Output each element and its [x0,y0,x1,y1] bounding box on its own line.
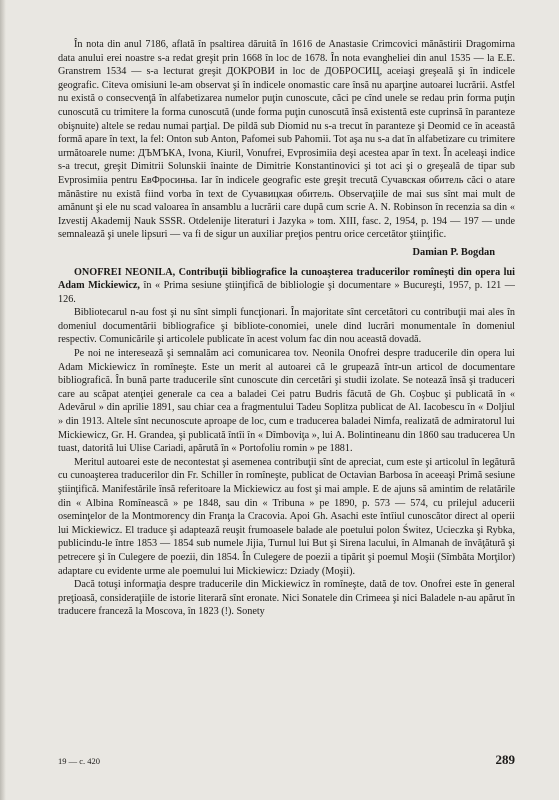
review-heading [58,266,515,307]
paragraph: Bibliotecarul n-au fost şi nu sînt simpli funcţionari. În majoritate sînt cercetători cu contribuţii mai ales în domeniul documentării bibliografice şi bibliote-conomiei, unele dind lucrări monumentale în domeniul respectiv. Comunicările şi articolele publicate în acest volum fac din nou această dovadă. [58,307,515,346]
printer-signature-mark: 19 — c. 420 [58,756,101,766]
page-edge-shadow [0,0,6,800]
paragraph: Dacă totuşi informaţia despre traducerile din Mickiewicz în romîneşte, dată de tov. Onofrei este în general preţioasă, consideraţiile de istorie literară sînt eronate. Nici Sonatele din Crimeea şi nici Baladele n-au apărut în traducere franceză la Moscova, în 1823 (!). Sonety [58,579,515,618]
review-signature: Damian P. Bogdan [412,246,495,258]
paragraph: Pe noi ne interesează şi semnalăm aci comunicarea tov. Neonila Onofrei despre traducerile din opera lui Adam Mickiewicz în romîneşte. Este un merit al autoarei că le grupează într-un articol de documentare bibliografică. În bună parte traducerile sînt cunoscute din cercetări şi studii izolate. Se notează însă şi traduceri care au scăpat atenţiei generale ca cea a baladei Cei patru Budris făcută de Gh. Coşbuc şi publicată în « Adevărul » din aprilie 1891, sau chiar cea a fragmentului Tadeu Soplitza publicat de Al. Iacobescu în « Doljiul » din 1913. Altele sînt necunoscute aproape de loc, cum e traducerea baladei Nimfa, realizată de admiratorul lui Mickiewicz, Gr. H. Grandea, şi publicată întîi în « Dîmboviţa », lui A. Bolintineanu din 1860 sau traducerea Un tuast, datorită lui Ulise Cariadi, apărută în « Portofoliu romin » pe 1881. [58,348,515,455]
review-citation: în « Prima sesiune ştiinţifică de bibliologie şi documentare » Bucureşti, 1957, p. 121 — 126. [58,280,515,305]
review-title: Contribuţii bibliografice la cunoaşterea traducerilor romîneşti din opera lui Adam Mickiewicz, [58,266,515,292]
paragraph: Meritul autoarei este de necontestat şi asemenea contribuţii sînt de apreciat, cum este şi articolul în legătură cu cunoaşterea traducerilor din Fr. Schiller în romîneşte, publicat de Octavian Barbosa în aceeaşi Primă sesiune ştiinţifică. Manifestările însă referitoare la Mickiewicz au fost şi mai ample. E de ajuns să amintim de relatările din « Albina Romînească » pe 1848, sau din « Tribuna » pe 1890, p. 573 — 574, cu prilejul aducerii oseminţelor de la Montmorency din Franţa la Cracovia. Apoi Gh. Asachi este întîiul cunoscător direct al operii lui Mickiewicz. El traduce şi adaptează reuşit frumoasele balade ale poetului polon Świtez, Ucieczka şi Rybka, publicindu-le între 1853 — 1854 sub numele Jijia, Turnul lui But şi Sirena lacului, în Almanah de învăţătură şi petrecere şi în Culegere de poezii, din 1854. În Culegere de poezii a tipărit şi poemul Moşii (Sîmbăta Morţilor) adaptare cu evidente urme ale poemului lui Mickiewicz: Dziady (Moşii). [58,456,515,577]
body-text [58,38,515,619]
page-number: 289 [495,752,515,767]
review-author: ONOFREI NEONILA, [74,266,176,278]
paragraph: În nota din anul 7186, aflată în psaltirea dăruită în 1616 de Anastasie Crimcovici mănăstirii Dragomirna data anului erei noastre s-a redat greşit prin 1668 în loc de 1678. În nota evangheliei din anul 1535 — la E.E. Granstrem 1534 — s-a lecturat greşit ДОКРОВИ in loc de ДОБРОСИЦ, aceiaşi greşeală şi în indicele geografic. Citeva omisiuni le-am observat şi în indicele onomastic care însă nu aparţine autoarei lucrării. Astfel nu există o consecvenţă în alfabetizarea numelor puţin cunoscute, căci pe cînd unele se redau prin forma puţin cunoscută cu trimitere la forma cunoscută (unde forma puţin cunoscută însă existentă este cuprinsă în paranteze obişnuite) altele se redau numai parţial. De pildă sub Diomid nu s-a trecut în paranteze şi Deomid ce în această formă apare în text, la fel: Onton sub Anton, Pafomei sub Pahomii. Tot aşa nu s-a dat în alfabetizare cu trimitere următoarele nume: ДЪМЪКА, Ivona, Kiuril, Vonufrei, Evprosimiia deşi acestea apar în text. În aceleaşi indice s-a trecut, greşit Dimitrii Solunskii înainte de Dimitrie Konstantinovici şi tot aci şi o greşeală de tipar sub Evprosimiia pentru ЕвФросиньа. Iar în indicele geografic este greşit trecută Сучавская обитель căci o atare mănăstire nu există fiind vorba în text de Сучавицкая обитель. Observaţiile de mai sus sînt mai mult de amănunt şi ele nu scad valoarea în ansamblu a lucrării care după cum scrie A. N. Robinson în recenzia sa din « Izvestij Akademij Nauk SSSR. Otdelenije literaturi i Jazyka » tom. XIII, fasc. 2, 1954, p. 194 — 197 — unde semnalează şi unele lipsuri — va fi de sigur un auxiliar preţios pentru orice cercetător ştiinţific. [58,39,515,241]
